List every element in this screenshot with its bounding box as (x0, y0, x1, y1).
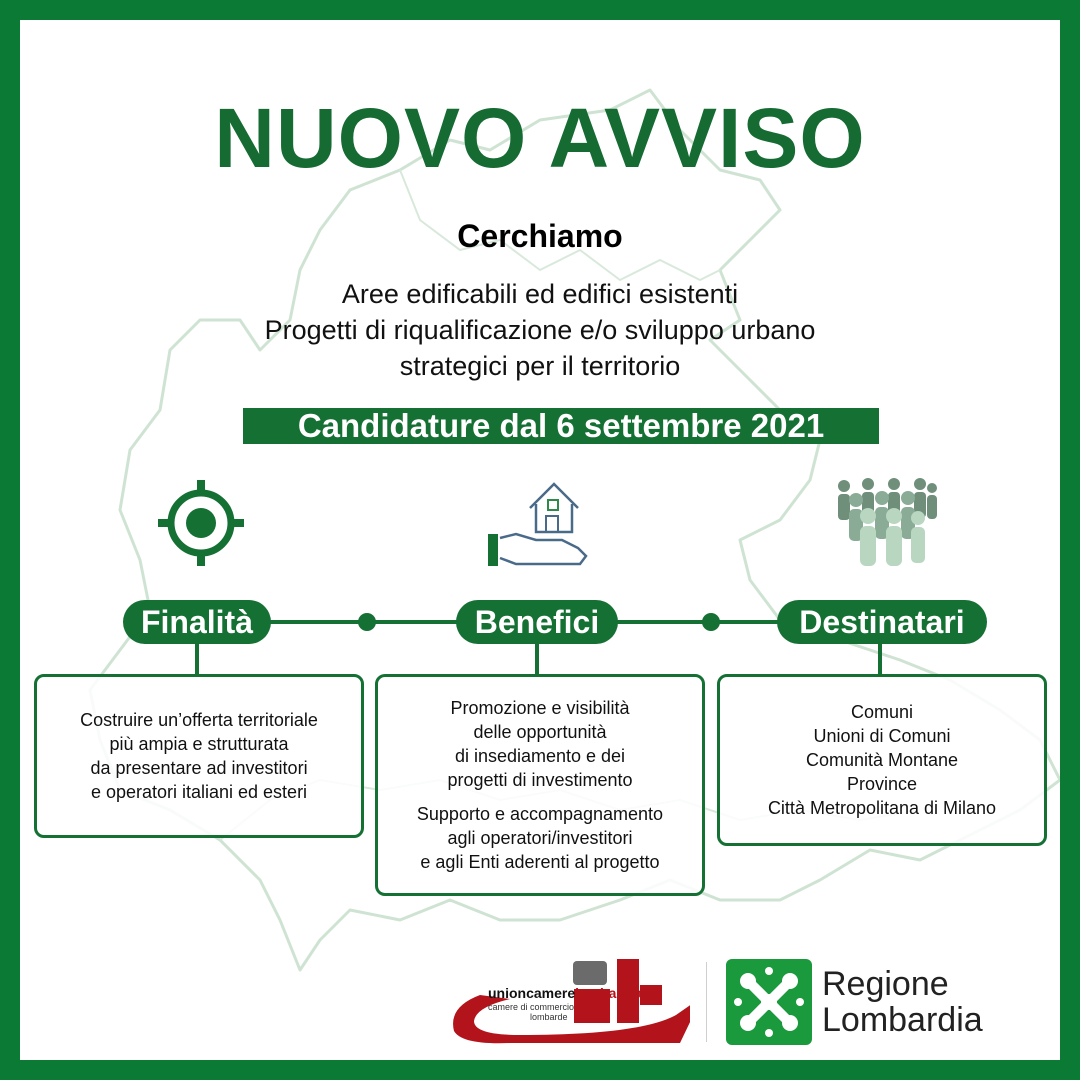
description-line: Progetti di riqualificazione e/o sviluppo urbano (264, 315, 816, 345)
box-line: più ampia e strutturata (109, 734, 289, 754)
unioncamere-logo (440, 955, 690, 1047)
box-line: e agli Enti aderenti al progetto (420, 852, 660, 872)
box-line: di insediamento e dei (454, 746, 626, 766)
box-line: Unioni di Comuni (813, 726, 951, 746)
box-line: Promozione e visibilità (450, 698, 630, 718)
regione-lombardia-emblem (726, 959, 812, 1045)
target-icon (158, 480, 244, 566)
regione-line1: Regione (822, 965, 949, 1003)
destinatari-box (717, 674, 1047, 846)
logo-divider (706, 962, 707, 1042)
box-line: Province (846, 774, 918, 794)
label-finalita: Finalità (123, 600, 271, 644)
connector-stem (535, 642, 539, 676)
people-group-icon (834, 478, 938, 570)
unioncamere-name (488, 985, 642, 1001)
unioncamere-name-part2: lombardia (575, 985, 643, 1001)
regione-lombardia-name (822, 966, 983, 1038)
description-line: Aree edificabili ed edifici esistenti (341, 279, 739, 309)
box-line: Supporto e accompagnamento (416, 804, 664, 824)
box-line: da presentare ad investitori (90, 758, 308, 778)
unioncamere-tagline-line: lombarde (530, 1012, 568, 1022)
box-line: progetti di investimento (447, 770, 633, 790)
unioncamere-name-part1: unioncamere (488, 985, 576, 1001)
regione-line2: Lombardia (822, 1001, 983, 1039)
box-line: delle opportunità (473, 722, 607, 742)
connector-dot (702, 613, 720, 631)
label-benefici: Benefici (456, 600, 618, 644)
description-line: strategici per il territorio (399, 351, 681, 381)
box-line: Comunità Montane (805, 750, 959, 770)
deadline-banner: Candidature dal 6 settembre 2021 (243, 408, 879, 444)
subtitle: Cerchiamo (457, 218, 623, 254)
unioncamere-tagline (488, 1002, 574, 1022)
rosa-camuna-icon (726, 959, 812, 1045)
box-line: Costruire un’offerta territoriale (80, 710, 318, 730)
unioncamere-tagline-line: camere di commercio (488, 1002, 575, 1012)
finalita-box (34, 674, 364, 838)
box-line: e operatori italiani ed esteri (90, 782, 308, 802)
hand-house-icon (486, 478, 590, 566)
box-line: Città Metropolitana di Milano (767, 798, 997, 818)
label-destinatari: Destinatari (777, 600, 987, 644)
page-title: NUOVO AVVISO (214, 91, 866, 185)
description (0, 276, 1080, 384)
connector-stem (195, 642, 199, 676)
box-line: agli operatori/investitori (447, 828, 633, 848)
box-line: Comuni (850, 702, 914, 722)
connector-dot (358, 613, 376, 631)
connector-stem (878, 642, 882, 676)
benefici-box (375, 674, 705, 896)
